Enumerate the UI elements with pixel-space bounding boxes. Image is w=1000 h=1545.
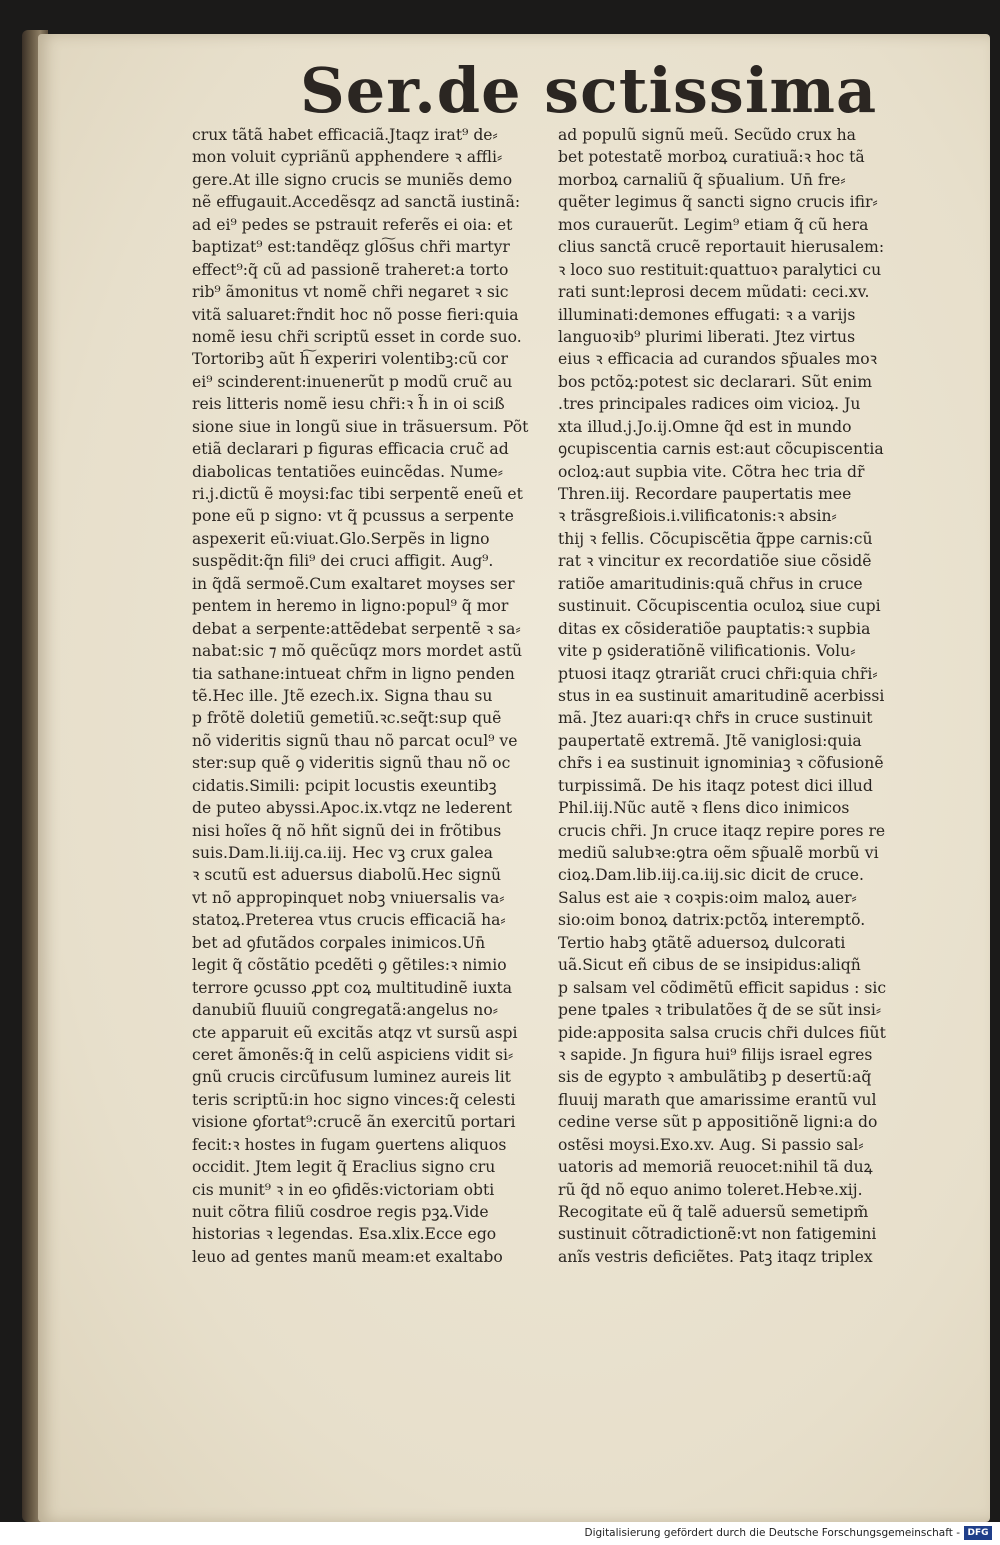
text-line: ꝯcupiscentia carnis est:aut cõcupiscentia — [558, 440, 884, 459]
text-line: ꝛ trãsgreßiois.i.vilificatonis:ꝛ absin⸗ — [558, 507, 837, 526]
left-text-column — [192, 124, 578, 1268]
text-line: Tertio habꝫ ꝯtãtẽ aduersoꝝ dulcorati — [558, 933, 846, 952]
text-line: de puteo abyssi.Apoc.ix.vtqz ne lederent — [192, 799, 513, 818]
text-line: ocloꝝ:aut supbia vite. Cõtra hec tria dr̃ — [558, 462, 865, 481]
text-line: tia sathane:intueat chr̃m in ligno penden — [192, 664, 515, 683]
text-line: cte apparuit eũ excitãs atqz vt sursũ aspi — [192, 1023, 518, 1042]
text-line: gere.At ille signo crucis se muniẽs demo — [192, 170, 513, 189]
text-line: visione ꝯfortat⁹:crucẽ ãn exercitũ portari — [192, 1113, 516, 1132]
text-line: ptuosi itaqz ꝯtrariãt cruci chr̃i:quia chr̃i⸗ — [558, 664, 878, 683]
text-line: sustinuit. Cõcupiscentia oculoꝝ siue cupi — [558, 597, 881, 616]
text-line: paupertatẽ extremã. Jtẽ vaniglosi:quia — [558, 731, 862, 750]
text-line: vite p ꝯsideratiõnẽ vilificationis. Volu⸗ — [558, 642, 856, 661]
text-line: ꝛ loco suo restituit:quattuoꝛ paralytici cu — [558, 260, 882, 279]
text-line: leuo ad gentes manũ meam:et exaltabo — [192, 1247, 503, 1266]
text-line: reis litteris nomẽ iesu chr̃i:ꝛ h̃ in oi sciß — [192, 395, 505, 414]
dfg-logo: DFG — [964, 1526, 992, 1540]
text-line: danubiũ fluuiũ congregatã:angelus no⸗ — [192, 1001, 498, 1020]
right-text-column — [558, 124, 950, 1268]
text-line: Recogitate eũ q̃ talẽ aduersũ semetipm̃ — [558, 1203, 869, 1221]
text-line: ditas ex cõsideratiõe pauptatis:ꝛ supbia — [558, 619, 871, 638]
text-line: mos curauerũt. Legim⁹ etiam q̃ cũ hera — [558, 215, 869, 234]
text-line: stus in ea sustinuit amaritudinẽ acerbissi — [558, 686, 885, 705]
text-line: p frõtẽ doletiũ gemetiũ.ꝛc.seq̃t:sup quẽ — [192, 709, 502, 728]
text-line: .tres principales radices oim vicioꝝ. Ju — [558, 395, 861, 414]
running-head: Ser.de sctissima — [300, 54, 878, 127]
text-line: fecit:ꝛ hostes in fugam ꝯuertens aliquos — [192, 1135, 507, 1154]
text-line: ri.j.dictũ ẽ moysi:fac tibi serpentẽ eneũ et — [192, 485, 523, 503]
text-line: fluuij marath que amarissime erantũ vul — [558, 1090, 877, 1109]
text-line: pide:apposita salsa crucis chr̃i dulces fiũt — [558, 1023, 886, 1042]
text-line: p salsam vel cõdimẽtũ efficit sapidus : sic — [558, 978, 887, 997]
text-line: cis munit⁹ ꝛ in eo ꝯfidẽs:victoriam obti — [192, 1180, 495, 1199]
text-line: Salus est aie ꝛ coꝛpis:oim maloꝝ auer⸗ — [558, 888, 857, 907]
text-line: historias ꝛ legendas. Esa.xlix.Ecce ego — [192, 1225, 497, 1244]
text-line: ad ei⁹ pedes se pstrauit referẽs ei oia: et — [192, 215, 513, 234]
text-line: chr̃s i ea sustinuit ignominiaꝫ ꝛ cõfusionẽ — [558, 754, 884, 773]
text-line: in q̃dã sermoẽ.Cum exaltaret moyses ser — [192, 574, 515, 593]
text-line: mã. Jtez auari:qꝛ chr̃s in cruce sustinuit — [558, 709, 873, 728]
text-line: vitã saluaret:r̃ndit hoc nõ posse fieri:quia — [192, 305, 519, 324]
text-line: nẽ effugauit.Accedẽsqz ad sanctã iustinã: — [192, 193, 521, 212]
text-line: mon voluit cypriãnũ apphendere ꝛ affli⸗ — [192, 148, 503, 167]
text-line: statoꝝ.Preterea vtus crucis efficaciã ha⸗ — [192, 911, 506, 930]
text-line: teris scriptũ:in hoc signo vinces:q̃ celesti — [192, 1090, 516, 1109]
text-line: eius ꝛ efficacia ad curandos sp̃uales moꝛ — [558, 350, 878, 369]
text-line: effect⁹:q̃ cũ ad passionẽ traheret:a torto — [192, 260, 509, 279]
text-line: crux tãtã habet efficaciã.Jtaqz irat⁹ de⸗ — [192, 126, 498, 144]
text-line: rat ꝛ vincitur ex recordatiõe siue cõsidẽ — [558, 552, 872, 571]
text-line: terrore ꝯcusso ꝓpt coꝝ multitudinẽ iuxta — [192, 978, 513, 997]
text-line: cioꝝ.Dam.lib.iij.ca.iij.sic dicit de cruce. — [558, 866, 864, 885]
text-line: nuit cõtra filiũ cosdroe regis pꝫꝝ.Vide — [192, 1203, 489, 1221]
text-line: nomẽ iesu chr̃i scriptũ esset in corde suo. — [192, 327, 522, 346]
text-line: mediũ salubꝛe:ꝯtra oẽm sp̃ualẽ morbũ vi — [558, 844, 879, 862]
text-line: occidit. Jtem legit q̃ Eraclius signo cru — [192, 1158, 496, 1177]
text-line: ratiõe amaritudinis:quã chr̃us in cruce — [558, 574, 863, 593]
text-line: thij ꝛ fellis. Cõcupiscẽtia q̃ppe carnis:cũ — [558, 529, 873, 548]
text-line: rati sunt:leprosi decem mũdati: ceci.xv. — [558, 283, 870, 302]
text-line: uã.Sicut eñ cibus de se insipidus:aliqñ — [558, 956, 861, 975]
text-line: crucis chr̃i. Jn cruce itaqz repire pores re — [558, 821, 886, 840]
text-line: Thren.iij. Recordare paupertatis mee — [558, 485, 852, 503]
text-line: ster:sup quẽ ꝯ videritis signũ thau nõ oc — [192, 754, 511, 773]
text-line: pentem in heremo in ligno:popul⁹ q̃ mor — [192, 597, 509, 616]
text-line: ei⁹ scinderent:inuenerũt p modũ cruc̃ au — [192, 372, 513, 391]
text-line: rib⁹ ãmonitus vt nomẽ chr̃i negaret ꝛ sic — [192, 283, 509, 302]
text-line: suis.Dam.li.iij.ca.iij. Hec vꝫ crux galea — [192, 844, 493, 862]
text-line: clius sanctã crucẽ reportauit hierusalem: — [558, 238, 885, 257]
text-line: tẽ.Hec ille. Jtẽ ezech.ix. Signa thau su — [192, 686, 493, 705]
text-line: cidatis.Simili: pcipit locustis exeuntibꝫ — [192, 776, 497, 795]
text-line: sis de egypto ꝛ ambulãtibꝫ p desertũ:aq̃ — [558, 1068, 872, 1087]
text-line: languoꝛib⁹ plurimi liberati. Jtez virtus — [558, 327, 856, 346]
text-line: cedine verse sũt p appositiõnẽ ligni:a do — [558, 1113, 878, 1132]
text-line: ad populũ signũ meũ. Secũdo crux ha — [558, 126, 856, 144]
text-line: nabat:sic ⁊ mõ quẽcũqz mors mordet astũ — [192, 642, 523, 661]
text-line: nõ videritis signũ thau nõ parcat ocul⁹ ve — [192, 731, 518, 750]
text-line: morboꝝ carnaliũ q̃ sp̃ualium. Un̄ fre⸗ — [558, 170, 846, 189]
text-line: ꝛ sapide. Jn figura hui⁹ filijs israel egres — [558, 1045, 873, 1064]
text-line: legit q̃ cõstãtio pcedẽti ꝯ gẽtiles:ꝛ nimio — [192, 956, 507, 975]
text-line: quẽter legimus q̃ sancti signo crucis ifir⸗ — [558, 193, 878, 212]
text-line: nisi hoĩes q̃ nõ hñt signũ dei in frõtibus — [192, 821, 502, 840]
text-line: anĩs vestris deficiẽtes. Patꝫ itaqz triplex — [558, 1247, 873, 1266]
text-line: pene tꝑales ꝛ tribulatões q̃ de se sũt insi⸗ — [558, 1001, 882, 1020]
text-line: illuminati:demones effugati: ꝛ a varijs — [558, 305, 856, 324]
text-line: Tortoribꝫ aũt h͠ experiri volentibꝫ:cũ cor — [192, 350, 508, 369]
text-line: bos pctõꝝ:potest sic declarari. Sũt enim — [558, 372, 873, 391]
text-line: bet potestatẽ morboꝝ curatiuã:ꝛ hoc tã — [558, 148, 865, 167]
text-line: etiã declarari p figuras efficacia cruc̃ ad — [192, 440, 509, 459]
text-line: ꝛ scutũ est aduersus diabolũ.Hec signũ — [192, 866, 502, 885]
text-line: uatoris ad memoriã reuocet:nihil tã duꝝ — [558, 1158, 873, 1177]
text-line: rũ q̃d nõ equo animo toleret.Hebꝛe.xij. — [558, 1180, 863, 1199]
text-line: sione siue in longũ siue in trãsuersum. Põt — [192, 417, 529, 436]
text-line: gnũ crucis circũfusum luminez aureis lit — [192, 1068, 511, 1087]
text-line: ceret ãmonẽs:q̃ in celũ aspiciens vidit si⸗ — [192, 1045, 514, 1064]
text-line: sustinuit cõtradictionẽ:vt non fatigemini — [558, 1225, 877, 1244]
text-line: diabolicas tentatiões euincẽdas. Nume⸗ — [192, 462, 503, 481]
text-line: Phil.iij.Nũc autẽ ꝛ flens dico inimicos — [558, 799, 850, 818]
digitization-credit: Digitalisierung gefördert durch die Deutsche Forschungsgemeinschaft - — [584, 1527, 960, 1539]
text-line: sio:oim bonoꝝ datrix:pctõꝝ interemptõ. — [558, 911, 866, 930]
text-line: xta illud.j.Jo.ij.Omne q̃d est in mundo — [558, 417, 852, 436]
text-line: turpissimã. De his itaqz potest dici illud — [558, 776, 873, 795]
text-line: vt nõ appropinquet nobꝫ vniuersalis va⸗ — [192, 888, 505, 907]
text-line: suspẽdit:q̃n fili⁹ dei cruci affigit. Aug⁹. — [192, 552, 494, 571]
text-line: baptizat⁹ est:tandẽqz glo͠sus chr̃i martyr — [192, 238, 510, 257]
text-line: pone eũ p signo: vt q̃ pcussus a serpente — [192, 507, 514, 526]
text-line: ostẽsi moysi.Exo.xv. Aug. Si passio sal⸗ — [558, 1135, 864, 1154]
text-line: debat a serpente:attẽdebat serpentẽ ꝛ sa⸗ — [192, 619, 521, 638]
text-line: bet ad ꝯfutãdos corꝑales inimicos.Un̄ — [192, 933, 486, 952]
text-line: aspexerit eũ:viuat.Glo.Serpẽs in ligno — [192, 529, 490, 548]
